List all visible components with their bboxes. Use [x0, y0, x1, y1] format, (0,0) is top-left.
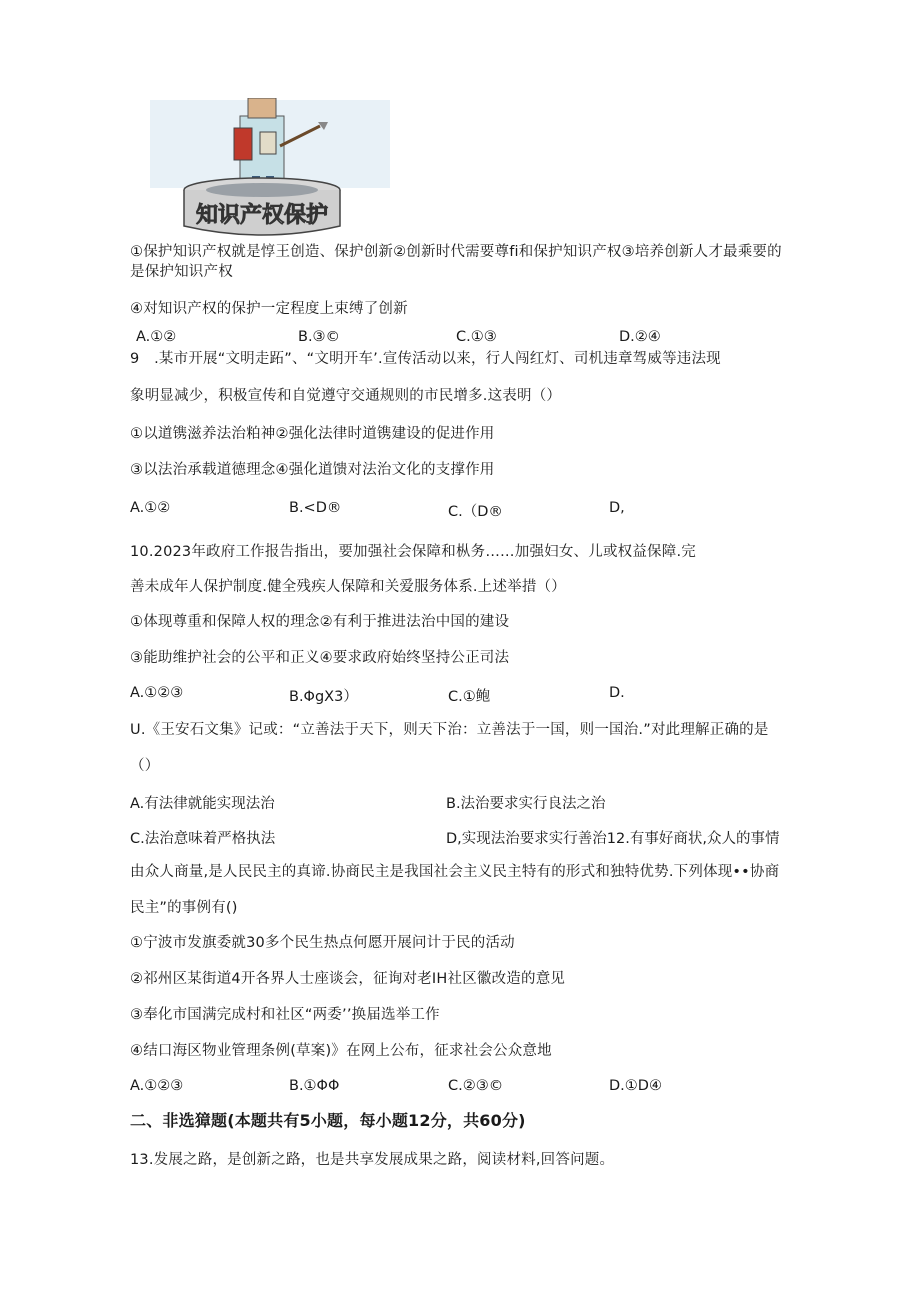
q12-statement-line: ③奉化市国满完成村和社区“两委’’换届选举工作: [130, 1007, 440, 1023]
q12-statement-line: ②祁州区某街道4开各界人士座谈会，征询对老IH社区徽改造的意见: [130, 971, 566, 987]
q11-stem: （）: [130, 758, 160, 774]
q8-option-a[interactable]: A.①②: [136, 329, 177, 345]
q12-option-b[interactable]: B.①ΦΦ: [289, 1078, 340, 1094]
q12-option-a[interactable]: A.①②③: [130, 1078, 184, 1094]
q9-options: [130, 500, 800, 520]
q10-stem: 10.2023年政府工作报告指出，要加强社会保障和枞务……加强妇女、儿或权益保障.完: [130, 544, 696, 560]
q9-stem: 9 .某市开展“文明走跖”、“文明开车’.宣传活动以来，行人闯红灯、司机违章驾威等违法现: [130, 351, 721, 367]
q12-option-c[interactable]: C.②③©: [448, 1078, 504, 1094]
q12-stem: 由众人商量,是人民民主的真谛.协商民主是我国社会主义民主特有的形式和独特优势.下列体现••协商: [130, 864, 780, 880]
q13-stem: 13.发展之路，是创新之路，也是共享发展成果之路，阅读材料,回答问题。: [130, 1152, 615, 1168]
q10-options: [130, 685, 800, 705]
q9-stem: 象明显减少，积极宣传和自觉遵守交通规则的市民增多.这表明（）: [130, 388, 562, 404]
q10-statement-line: ③能助维护社会的公平和正义④要求政府始终坚持公正司法: [130, 650, 510, 666]
q11-option-b[interactable]: B.法治要求实行良法之治: [446, 796, 606, 812]
q10-option-b[interactable]: B.ΦgX3）: [289, 689, 358, 705]
q12-options: [130, 1078, 800, 1098]
q9-option-a[interactable]: A.①②: [130, 500, 171, 516]
q8-statement-line: 是保护知识产权: [130, 264, 233, 280]
section2-heading: 二、非选獐题(本题共有5小题，每小题12分，共60分): [130, 1111, 526, 1130]
q8-options: [130, 329, 800, 349]
q12-option-d[interactable]: D.①D④: [609, 1078, 662, 1094]
q11-option-d[interactable]: D,实现法治要求实行善治12.有事好商状,众人的事情: [446, 831, 780, 847]
q12-statement-line: ④结口海区物业管理条例(草案)》在网上公布，征求社会公众意地: [130, 1043, 552, 1059]
q11-option-c[interactable]: C.法治意味着严格执法: [130, 831, 276, 847]
q8-option-d[interactable]: D.②④: [619, 329, 661, 345]
q10-statement-line: ①体现尊重和保障人权的理念②有利于推进法治中国的建设: [130, 614, 510, 630]
q8-statement-line: ④对知识产权的保护一定程度上束缚了创新: [130, 301, 408, 317]
q11-options-row2: [130, 827, 800, 847]
q8-statement-line: ①保护知识产权就是惇王创造、保护创新②创新时代需要尊fi和保护知识产权③培养创新人才最乘要的: [130, 244, 782, 260]
q10-option-d[interactable]: D.: [609, 685, 625, 701]
q11-option-a[interactable]: A.有法律就能实现法治: [130, 796, 275, 812]
q8-option-b[interactable]: B.③©: [298, 329, 341, 345]
ip-sign-text: 知识产权保护: [195, 203, 329, 228]
q10-stem: 善未成年人保护制度.健全残疾人保障和关爱服务体系.上述举措（）: [130, 579, 566, 595]
q12-stem: 民主”的事例有(): [130, 900, 238, 916]
q11-options-row1: [130, 792, 800, 812]
q9-option-c[interactable]: C.（D®: [448, 504, 503, 520]
q9-option-d[interactable]: D,: [609, 500, 625, 516]
ip-protection-illustration: [140, 98, 400, 238]
q9-option-b[interactable]: B.<D®: [289, 500, 342, 516]
q9-statement-line: ③以法治承载道德理念④强化道馈对法治文化的支撑作用: [130, 462, 495, 478]
q8-option-c[interactable]: C.①③: [456, 329, 497, 345]
q9-statement-line: ①以道镌滋养法治粕神②强化法律时道镌建设的促进作用: [130, 426, 495, 442]
q12-statement-line: ①宁波市发旗委就30多个民生热点何愿开展问计于民的活动: [130, 935, 515, 951]
q11-stem: U.《王安石文集》记或：“立善法于天下，则天下治：立善法于一国，则一国治.”对此理解正确的是: [130, 722, 769, 738]
q10-option-a[interactable]: A.①②③: [130, 685, 184, 701]
q10-option-c[interactable]: C.①鲍: [448, 689, 491, 705]
